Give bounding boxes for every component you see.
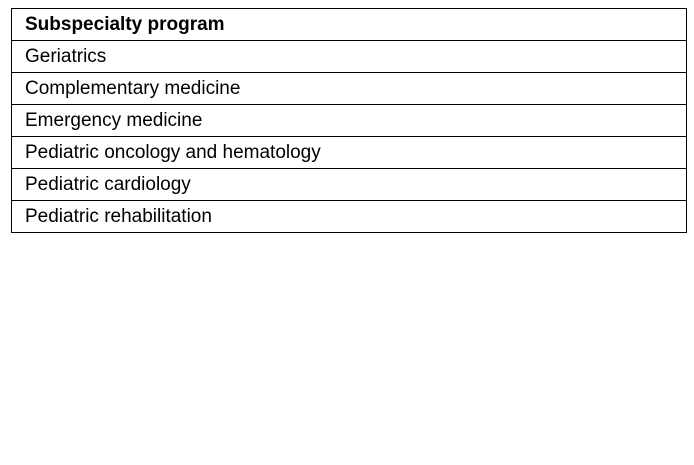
subspecialty-table bbox=[11, 8, 687, 233]
table-cell: Complementary medicine bbox=[12, 73, 687, 105]
table-row bbox=[12, 105, 687, 137]
table-row bbox=[12, 41, 687, 73]
table-row bbox=[12, 137, 687, 169]
table-header-row bbox=[12, 9, 687, 41]
table-row bbox=[12, 73, 687, 105]
table-cell: Geriatrics bbox=[12, 41, 687, 73]
column-header-subspecialty-program: Subspecialty program bbox=[12, 9, 687, 41]
table-cell: Pediatric oncology and hematology bbox=[12, 137, 687, 169]
table-cell: Emergency medicine bbox=[12, 105, 687, 137]
table-cell: Pediatric rehabilitation bbox=[12, 201, 687, 233]
table-cell: Pediatric cardiology bbox=[12, 169, 687, 201]
table-row bbox=[12, 169, 687, 201]
table-row bbox=[12, 201, 687, 233]
